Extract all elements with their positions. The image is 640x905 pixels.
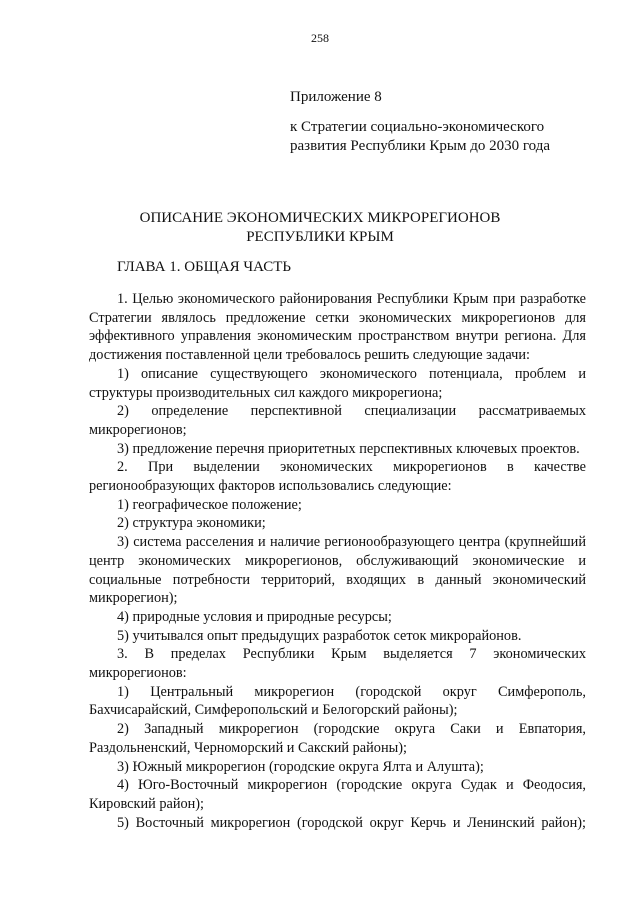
- paragraph-factor-5: 5) учитывался опыт предыдущих разработок сеток микрорайонов.: [117, 627, 522, 644]
- paragraph-factor-1: 1) географическое положение;: [117, 496, 302, 513]
- paragraph-task-1: 1) описание существующего экономического потенциала, проблем и структуры производительных сил каждого микрорегиона;: [89, 365, 586, 401]
- paragraph-task-intro: 1. Целью экономического районирования Республики Крым при разработке Стратегии являлось предложение сетки экономических микрорегионов для эффективного управления экономическим пространством внутри региона. Для достижения поставленной цели требовалось решить следующие задачи:: [89, 291, 586, 364]
- paragraph-factor-4: 4) природные условия и природные ресурсы;: [117, 608, 392, 625]
- document-title-line-2: РЕСПУБЛИКИ КРЫМ: [246, 229, 394, 245]
- paragraph-microregion-1: 1) Центральный микрорегион (городской округ Симферополь, Бахчисарайский, Симферопольский и Белогорский районы);: [89, 683, 586, 719]
- paragraph-factors-intro: 2. При выделении экономических микрорегионов в качестве регионообразующих факторов использовались следующие:: [89, 459, 586, 495]
- page-number: 258: [311, 31, 329, 45]
- chapter-heading: ГЛАВА 1. ОБЩАЯ ЧАСТЬ: [117, 259, 291, 275]
- appendix-line-1: к Стратегии социально-экономического: [290, 119, 545, 135]
- appendix-title: Приложение 8: [290, 89, 382, 105]
- paragraph-factor-2: 2) структура экономики;: [117, 515, 266, 532]
- document-title-line-1: ОПИСАНИЕ ЭКОНОМИЧЕСКИХ МИКРОРЕГИОНОВ: [139, 210, 501, 226]
- paragraph-microregion-2: 2) Западный микрорегион (городские округа Саки и Евпатория, Раздольненский, Черноморский и Сакский районы);: [89, 721, 586, 756]
- appendix-block: [290, 88, 610, 156]
- paragraph-microregion-3: 3) Южный микрорегион (городские округа Ялта и Алушта);: [117, 758, 484, 775]
- paragraph-microregion-5: 5) Восточный микрорегион (городской округ Керчь и Ленинский район);: [117, 814, 586, 831]
- body-text: [89, 290, 586, 832]
- document-title: [0, 209, 640, 247]
- paragraph-microregion-4: 4) Юго-Восточный микрорегион (городские округа Судак и Феодосия, Кировский район);: [89, 777, 586, 812]
- paragraph-task-3: 3) предложение перечня приоритетных перспективных ключевых проектов.: [117, 440, 580, 457]
- paragraph-microregions-intro: 3. В пределах Республики Крым выделяется 7 экономических микрорегионов:: [89, 646, 586, 682]
- paragraph-factor-3: 3) система расселения и наличие регионообразующего центра (крупнейший центр экономических микрорегионов, обслуживающий экономические и социальные потребности территорий, входящих в данный экономический микрорегион);: [89, 534, 586, 607]
- appendix-line-2: развития Республики Крым до 2030 года: [290, 138, 551, 154]
- paragraph-task-2: 2) определение перспективной специализации рассматриваемых микрорегионов;: [89, 403, 586, 438]
